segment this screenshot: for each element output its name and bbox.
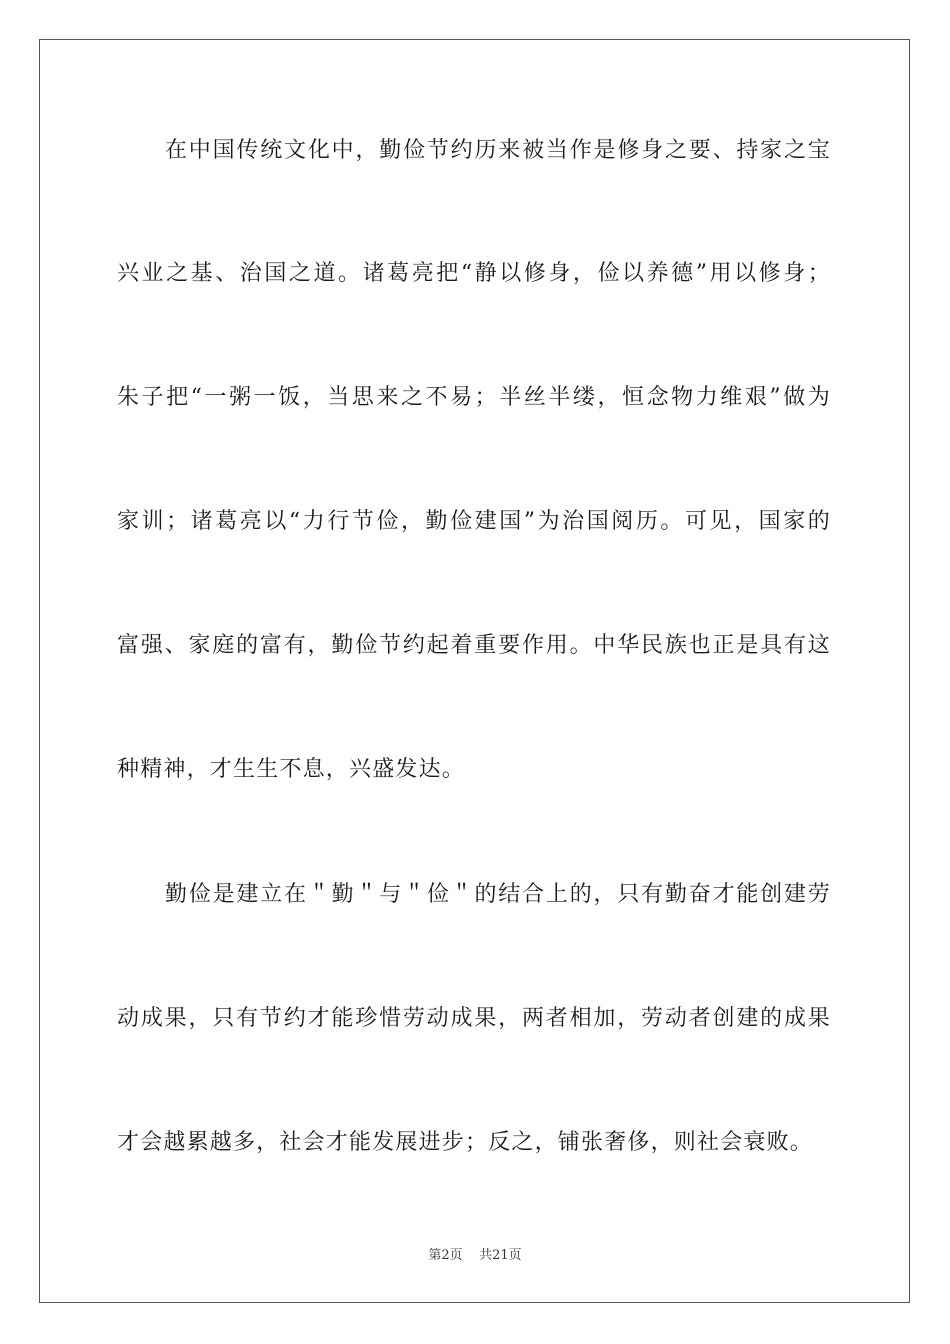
paragraph-1-line-2: 兴业之基、治国之道。诸葛亮把“静以修身，俭以养德”用以修身；: [117, 261, 831, 286]
page-footer: [0, 1247, 950, 1265]
footer-spacer: [463, 1248, 480, 1263]
total-pages: 共21页: [479, 1248, 522, 1263]
page-number: 第2页: [428, 1248, 463, 1263]
paragraph-1-line-4: 家训；诸葛亮以“力行节俭，勤俭建国”为治国阅历。可见，国家的: [117, 509, 831, 534]
paragraph-1-line-1: 在中国传统文化中，勤俭节约历来被当作是修身之要、持家之宝: [165, 138, 831, 163]
page-border: [39, 39, 910, 1303]
paragraph-1-line-6: 种精神，才生生不息，兴盛发达。: [117, 757, 466, 782]
paragraph-2-line-1: 勤俭是建立在＂勤＂与＂俭＂的结合上的，只有勤奋才能创建劳: [165, 882, 831, 907]
paragraph-2-line-2: 动成果，只有节约才能珍惜劳动成果，两者相加，劳动者创建的成果: [117, 1006, 831, 1031]
paragraph-1-line-5: 富强、家庭的富有，勤俭节约起着重要作用。中华民族也正是具有这: [117, 633, 831, 658]
paragraph-1-line-3: 朱子把“一粥一饭，当思来之不易；半丝半缕，恒念物力维艰”做为: [117, 385, 831, 410]
paragraph-2-line-3: 才会越累越多，社会才能发展进步；反之，铺张奢侈，则社会衰败。: [117, 1130, 814, 1155]
